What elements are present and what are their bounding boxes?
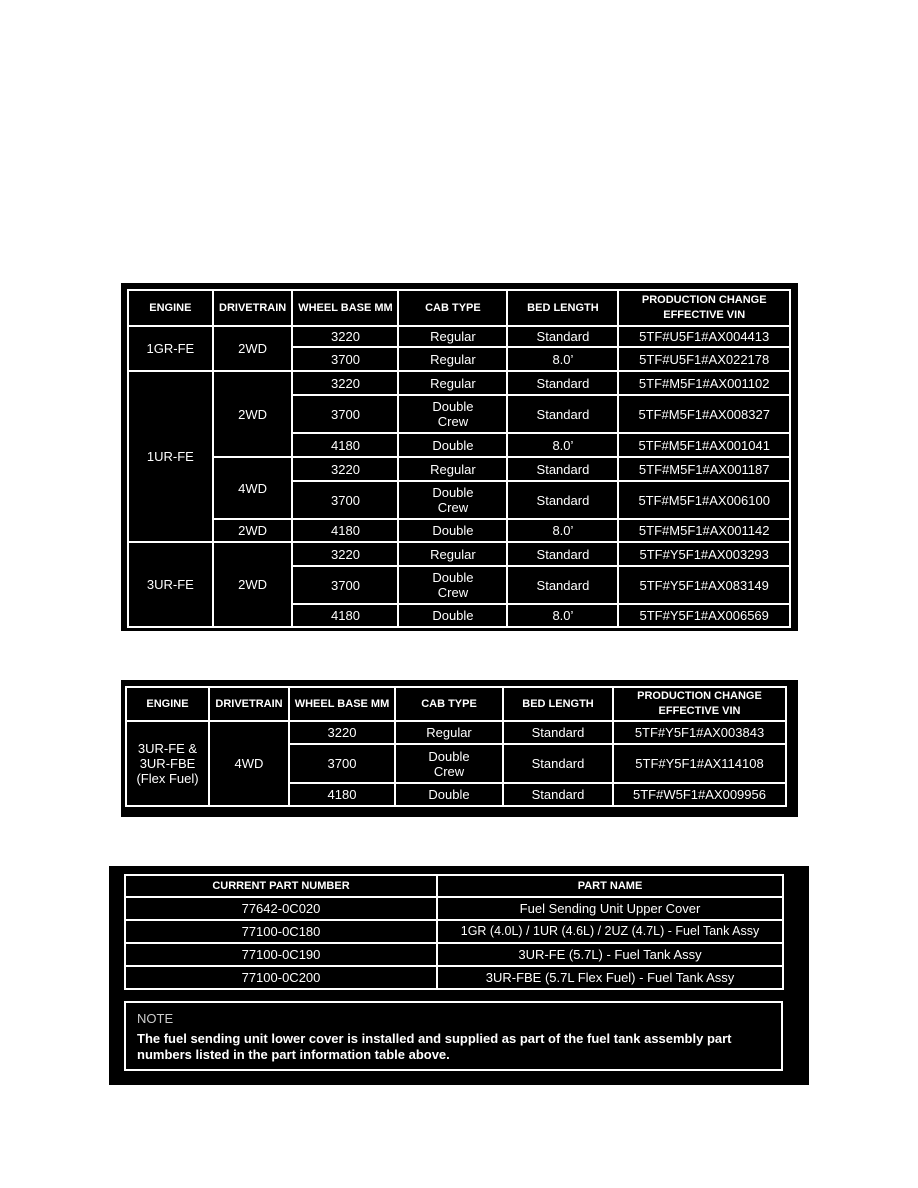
vin-cell: 5TF#Y5F1#AX006569 [618,604,790,627]
table-header-row [125,875,783,897]
table-row [125,897,783,920]
wheelbase-cell: 4180 [292,433,398,457]
wheelbase-cell: 3220 [289,721,395,744]
wheelbase-cell: 3700 [289,744,395,783]
table-row [128,519,790,542]
wheelbase-cell: 4180 [292,604,398,627]
table-row [128,371,790,395]
header-cab-type: CAB TYPE [395,687,503,721]
table-header-row [126,687,786,721]
note-text: The fuel sending unit lower cover is installed and supplied as part of the fuel tank assembly part numbers listed in the part information table above. [137,1031,732,1062]
wheelbase-cell: 3700 [292,347,398,371]
table-row [126,721,786,744]
header-wheelbase: WHEEL BASE MM [292,290,398,326]
header-part-number: CURRENT PART NUMBER [125,875,437,897]
header-bed-length: BED LENGTH [503,687,613,721]
part-number-cell: 77642-0C020 [125,897,437,920]
cab-cell: Double Crew [398,566,507,604]
cab-cell: Double Crew [398,481,507,519]
table-row [128,457,790,481]
part-number-cell: 77100-0C190 [125,943,437,966]
bed-cell: Standard [507,542,618,566]
wheelbase-cell: 3220 [292,457,398,481]
bed-cell: 8.0’ [507,433,618,457]
vin-cell: 5TF#U5F1#AX022178 [618,347,790,371]
header-part-name: PART NAME [437,875,783,897]
wheelbase-cell: 3700 [292,395,398,433]
drivetrain-cell: 4WD [213,457,293,519]
part-name-cell: 3UR-FE (5.7L) - Fuel Tank Assy [437,943,783,966]
vin-cell: 5TF#M5F1#AX001187 [618,457,790,481]
vin-table-2-panel [121,680,798,817]
bed-cell: Standard [507,481,618,519]
wheelbase-cell: 3220 [292,542,398,566]
vin-table-2 [125,686,787,807]
vin-cell: 5TF#Y5F1#AX083149 [618,566,790,604]
drivetrain-cell: 2WD [213,519,293,542]
vin-cell: 5TF#M5F1#AX001102 [618,371,790,395]
drivetrain-cell: 2WD [213,542,293,627]
wheelbase-cell: 4180 [292,519,398,542]
bed-cell: 8.0’ [507,519,618,542]
bed-cell: Standard [507,371,618,395]
vin-cell: 5TF#M5F1#AX001041 [618,433,790,457]
header-drivetrain: DRIVETRAIN [209,687,289,721]
bed-cell: Standard [507,566,618,604]
table-row [125,966,783,989]
cab-cell: Double [395,783,503,806]
bed-cell: Standard [503,783,613,806]
header-drivetrain: DRIVETRAIN [213,290,293,326]
cab-cell: Regular [398,347,507,371]
part-number-cell: 77100-0C180 [125,920,437,943]
wheelbase-cell: 4180 [289,783,395,806]
wheelbase-cell: 3220 [292,326,398,347]
cab-cell: Double [398,433,507,457]
drivetrain-cell: 2WD [213,371,293,457]
parts-panel [109,866,809,1085]
cab-cell: Double [398,604,507,627]
bed-cell: Standard [507,326,618,347]
cab-cell: Double Crew [398,395,507,433]
vin-cell: 5TF#W5F1#AX009956 [613,783,786,806]
vin-table-1 [127,289,791,628]
cab-cell: Double [398,519,507,542]
wheelbase-cell: 3700 [292,566,398,604]
engine-cell: 3UR-FE [128,542,213,627]
table-row [128,326,790,347]
wheelbase-cell: 3220 [292,371,398,395]
bed-cell: Standard [503,744,613,783]
table-header-row [128,290,790,326]
engine-cell: 1GR-FE [128,326,213,371]
vin-cell: 5TF#Y5F1#AX003843 [613,721,786,744]
engine-cell: 1UR-FE [128,371,213,542]
table-row [128,542,790,566]
note-title: NOTE [137,1011,174,1026]
drivetrain-cell: 2WD [213,326,293,371]
bed-cell: 8.0’ [507,347,618,371]
vin-cell: 5TF#M5F1#AX006100 [618,481,790,519]
vin-table-1-panel [121,283,798,631]
table-row [125,920,783,943]
bed-cell: Standard [503,721,613,744]
vin-cell: 5TF#M5F1#AX001142 [618,519,790,542]
cab-cell: Regular [398,371,507,395]
part-name-cell: Fuel Sending Unit Upper Cover [437,897,783,920]
part-name-cell: 1GR (4.0L) / 1UR (4.6L) / 2UZ (4.7L) - Fuel Tank Assy [437,920,783,943]
part-name-cell: 3UR-FBE (5.7L Flex Fuel) - Fuel Tank Assy [437,966,783,989]
header-vin: PRODUCTION CHANGE EFFECTIVE VIN [618,290,790,326]
table-row [125,943,783,966]
bed-cell: 8.0’ [507,604,618,627]
bed-cell: Standard [507,395,618,433]
cab-cell: Double Crew [395,744,503,783]
header-engine: ENGINE [128,290,213,326]
cab-cell: Regular [395,721,503,744]
part-number-cell: 77100-0C200 [125,966,437,989]
vin-cell: 5TF#U5F1#AX004413 [618,326,790,347]
note-box [124,1001,783,1071]
wheelbase-cell: 3700 [292,481,398,519]
engine-cell: 3UR-FE & 3UR-FBE (Flex Fuel) [126,721,209,806]
header-bed-length: BED LENGTH [507,290,618,326]
bed-cell: Standard [507,457,618,481]
cab-cell: Regular [398,542,507,566]
parts-table [124,874,784,990]
cab-cell: Regular [398,326,507,347]
vin-cell: 5TF#Y5F1#AX114108 [613,744,786,783]
header-cab-type: CAB TYPE [398,290,507,326]
header-vin: PRODUCTION CHANGE EFFECTIVE VIN [613,687,786,721]
header-engine: ENGINE [126,687,209,721]
vin-cell: 5TF#Y5F1#AX003293 [618,542,790,566]
vin-cell: 5TF#M5F1#AX008327 [618,395,790,433]
cab-cell: Regular [398,457,507,481]
drivetrain-cell: 4WD [209,721,289,806]
header-wheelbase: WHEEL BASE MM [289,687,395,721]
